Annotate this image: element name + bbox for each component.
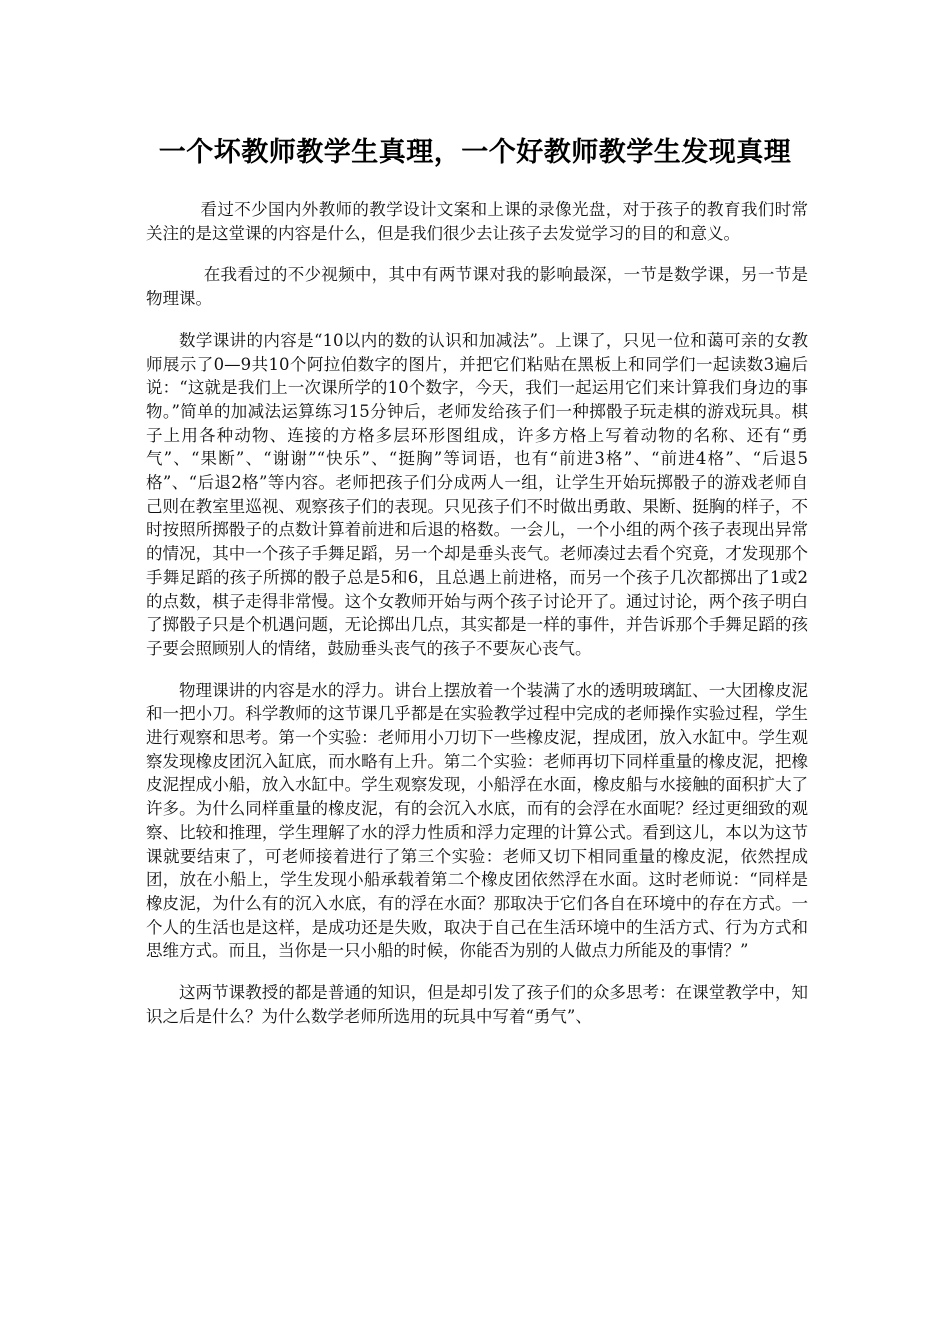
paragraph-math-lesson: 数学课讲的内容是“10以内的数的认识和加减法”。上课了，只见一位和蔼可亲的女教师展示了0—9共10个阿拉伯数字的图片，并把它们粘贴在黑板上和同学们一起读数3遍后说：“这就是我们上一次课所学的10个数字，今天，我们一起运用它们来计算我们身边的事物。”简单的加减法运算练习15分钟后，老师发给孩子们一种掷骰子玩走棋的游戏玩具。棋子上用各种动物、连接的方格多层环形图组成，许多方格上写着动物的名称、还有“勇气”、“果断”、“谢谢”“快乐”、“挺胸”等词语，也有“前进3格”、“前进4格”、“后退5格”、“后退2格”等内容。老师把孩子们分成两人一组，让学生开始玩掷骰子的游戏老师自己则在教室里巡视、观察孩子们的表现。只见孩子们不时做出勇敢、果断、挺胸的样子，不时按照所掷骰子的点数计算着前进和后退的格数。一会儿，一个小组的两个孩子表现出异常的情况，其中一个孩子手舞足蹈，另一个却是垂头丧气。老师凑过去看个究竟，才发现那个手舞足蹈的孩子所掷的骰子总是5和6，且总遇上前进格，而另一个孩子几次都掷出了1或2的点数，棋子走得非常慢。这个女教师开始与两个孩子讨论开了。通过讨论，两个孩子明白了掷骰子只是个机遇问题，无论掷出几点，其实都是一样的事件，并告诉那个手舞足蹈的孩子要会照顾别人的情绪，鼓励垂头丧气的孩子不要灰心丧气。 <box>146 330 808 658</box>
document-title: 一个坏教师教学生真理，一个好教师教学生发现真理 <box>158 137 792 168</box>
paragraph-reflection: 这两节课教授的都是普通的知识，但是却引发了孩子们的众多思考：在课堂教学中，知识之后是什么？为什么数学老师所选用的玩具中写着“勇气”、 <box>146 983 808 1026</box>
document-body <box>146 198 808 1047</box>
paragraph-physics-lesson: 物理课讲的内容是水的浮力。讲台上摆放着一个装满了水的透明玻璃缸、一大团橡皮泥和一把小刀。科学教师的这节课几乎都是在实验教学过程中完成的老师操作实验过程，学生进行观察和思考。第一个实验：老师用小刀切下一些橡皮泥，捏成团，放入水缸中。学生观察发现橡皮团沉入缸底，而水略有上升。第二个实验：老师再切下同样重量的橡皮泥，把橡皮泥捏成小船，放入水缸中。学生观察发现，小船浮在水面，橡皮船与水接触的面积扩大了许多。为什么同样重量的橡皮泥，有的会沉入水底，而有的会浮在水面呢？经过更细致的观察、比较和推理，学生理解了水的浮力性质和浮力定理的计算公式。看到这儿，本以为这节课就要结束了，可老师接着进行了第三个实验：老师又切下相同重量的橡皮泥，依然捏成团，放在小船上，学生发现小船承载着第二个橡皮团依然浮在水面。这时老师说：“同样是橡皮泥，为什么有的沉入水底，有的浮在水面？那取决于它们各自在环境中的存在方式。一个人的生活也是这样，是成功还是失败，取决于自己在生活环境中的生活方式、行为方式和思维方式。而且，当你是一只小船的时候，你能否为别的人做点力所能及的事情？” <box>146 680 808 961</box>
paragraph-intro: 看过不少国内外教师的教学设计文案和上课的录像光盘，对于孩子的教育我们时常关注的是这堂课的内容是什么，但是我们很少去让孩子去发觉学习的目的和意义。 <box>146 200 808 243</box>
paragraph-two-lessons: 在我看过的不少视频中，其中有两节课对我的影响最深，一节是数学课，另一节是物理课。 <box>146 265 808 309</box>
